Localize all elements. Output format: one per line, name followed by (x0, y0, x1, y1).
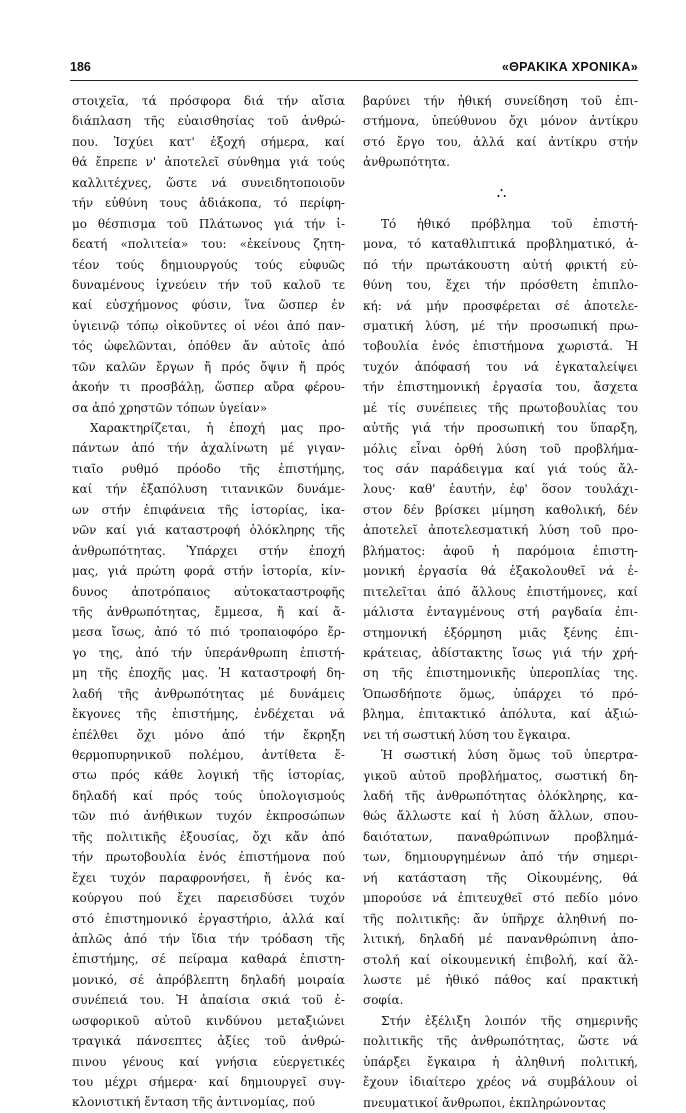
right-column-top-text (363, 91, 638, 173)
text-line: μο θέσπισμα τοῦ Πλάτωνος γιά τήν ἰ- (72, 216, 345, 231)
text-line: πάντων ἀπό τήν ἀχαλίνωτη μέ γιγαν- (72, 441, 345, 456)
text-line: καλλιτέχνες, ὥστε νά συνειδητοποιοῦν (72, 175, 345, 190)
text-line: στό ἔργο του, ἀλλά καί ἀντίκρυ στήν (363, 134, 638, 149)
text-line: τῆς πολιτικῆς ἐξουσίας, ὄχι κἄν ἀπό (72, 829, 345, 844)
text-line: τῶν καλῶν ἔργων ἤ πρός ὄψιν ἤ πρός (72, 359, 345, 374)
text-line: θά ἔπρεπε ν' ἀποτελεῖ σύνθημα γιά τούς (72, 155, 345, 170)
page-number: 186 (70, 60, 91, 74)
text-line: Τό ἠθικό πρόβλημα τοῦ ἐπιστή- (381, 216, 638, 231)
text-line: ἁπλῶς ἀπό τήν ἴδια τήν τρόδαση τῆς (72, 931, 345, 946)
text-line: τος σάν παράδειγμα καί γιά τούς ἄλ- (363, 462, 638, 476)
text-line: σματική λύση, μέ τήν προσωπική πρω- (363, 318, 638, 333)
text-line: αὐτῆς γιά τήν προσωπική του ὕπαρξη, (363, 421, 638, 436)
right-column (363, 91, 638, 1113)
text-line: στολή καί οἰκουμενική ἐπιβολή, καί ἄλ- (363, 952, 638, 967)
text-line: μονα, τό καταθλιπτικά προβληματικό, ἀ- (363, 237, 638, 252)
text-line: νῶν καί γιά καταστροφή ὁλόκληρης τῆς (72, 523, 345, 538)
section-break-asterism: ∴ (496, 183, 505, 202)
text-line: λωστε μέ ἠθικό πάθος καί πρακτική (363, 972, 638, 987)
text-line: λαδή τῆς ἀνθρωπότητας ὁλόκληρης, κα- (363, 789, 638, 803)
text-line: τός ὠφελῶνται, ὁπόθεν ἄν αὐτοῖς ἀπό (72, 339, 345, 354)
running-title: «ΘΡΑΚΙΚΑ ΧΡΟΝΙΚΑ» (501, 60, 638, 74)
text-line: σοφία. (363, 993, 404, 1008)
text-line: γικοῦ αὐτοῦ προβλήματος, σωστική δη- (363, 768, 638, 783)
text-line: λιτική, δηλαδή μέ πανανθρώπινη ἀπο- (363, 932, 638, 947)
text-line: τυχόν ἀπόφασή του νά ἐγκαταλείψει (363, 359, 638, 374)
text-line: ἀνθρωπότητα. (363, 155, 450, 170)
text-line: τιαῖο ρυθμό πρόοδο τῆς ἐπιστήμης, (72, 461, 345, 476)
text-line: ἐπιστήμης, σέ πείραμα καθαρά ἐπιστη- (72, 952, 345, 967)
text-line: νή κατάσταση τῆς Οἰκουμένης, θά (363, 870, 638, 885)
text-line: στήμονα, ὑπεύθυνου ὄχι μόνον ἀντίκρυ (363, 114, 638, 129)
running-header (70, 60, 638, 82)
text-line: δαιότατων, παναθρώπινων προβλημά- (363, 829, 638, 844)
text-line: κράτειας, ἀδίστακτης ἴσως γιά τήν χρή- (363, 645, 638, 660)
text-line: κλονιστική ἔνταση τῆς ἀντινομίας, πού (72, 1095, 316, 1110)
left-column (72, 91, 345, 1113)
text-line: θερμοπυρηνικοῦ πολέμου, ἀντίθετα ἔ- (72, 748, 345, 762)
text-line: συνέπειά του. Ἡ ἀπαίσια σκιά τοῦ ἐ- (72, 993, 345, 1008)
text-line: πινου γένους καί γνήσια εὐεργετικές (72, 1054, 345, 1069)
text-line: ων στήν ἐπιφάνεια τῆς ἱστορίας, ἱκα- (72, 502, 345, 517)
text-line: τῆς πολιτικῆς: ἄν ὑπῆρχε ἀληθινή πο- (363, 911, 638, 926)
text-line: δηλαδή καί πρός τούς ὑπολογισμούς (72, 788, 345, 803)
text-line: μονικό, σέ ἀπρόβλεπτη δηλαδή μοιραία (72, 972, 345, 987)
text-line: ἔχουν ἰδιαίτερο χρέος νά συμβάλουν οἱ (363, 1075, 638, 1090)
text-line: πνευματικοί ἄνθρωποι, ἐκπληρώνοντας (363, 1095, 606, 1110)
text-line: δεατή «πολιτεία» του: «ἐκείνους ζητη- (72, 237, 345, 252)
text-line: Στήν ἐξέλιξη λοιπόν τῆς σημερινῆς (381, 1013, 638, 1028)
text-line: τῶν πιό ἀνήθικων τυχόν ἐκπροσώπων (72, 809, 345, 824)
right-column-bottom-text (363, 214, 638, 1113)
text-line: λους· καθ' ἑαυτήν, ἐφ' ὅσον τουλάχι- (363, 482, 638, 497)
text-line: τέον τούς δημιουργούς τούς εὐφυῶς (72, 257, 345, 272)
text-line: τραγικά πάνσεπτες ἀξίες τοῦ ἀνθρώ- (72, 1034, 345, 1049)
text-line: τῆς ἀνθρωπότητας, ἔμμεσα, ἤ καί ἄ- (72, 604, 345, 619)
header-rule (70, 80, 638, 81)
text-line: των, δημιουργημένων ἀπό τήν σημερι- (363, 850, 638, 865)
text-line: στό ἐπιστημονικό ἐργαστήριο, ἀλλά καί (72, 911, 345, 926)
text-line: βλήματος: ἀφοῦ ἡ παρόμοια ἐπιστη- (363, 543, 638, 558)
text-line: ἀκοήν τι προσβάλῃ, ὥσπερ αὔρα φέρου- (72, 380, 345, 395)
text-line: μπορούσε νά ἐπιτευχθεῖ στό πεδίο μόνο (363, 891, 638, 906)
text-line: που. Ἰσχύει κατ' ἐξοχή σήμερα, καί (72, 134, 345, 149)
text-line: μόλις εἶναι ὀρθή λύση τοῦ προβλήμα- (363, 441, 638, 456)
text-line: δυναμένους ἰχνεύειν τήν τοῦ καλοῦ τε (72, 277, 345, 292)
text-line: μέ τίς συνέπειες τῆς πρωτοβουλίας του (363, 400, 638, 415)
text-line: ωσφορικοῦ αὐτοῦ κινδύνου μεταξιώνει (72, 1013, 345, 1028)
text-line: ὑγιεινῷ τόπῳ οἰκοῦντες οἱ νέοι ἀπό παν- (72, 318, 345, 333)
text-line: καί τήν ἐξαπόλυση τιτανικῶν δυνάμε- (72, 482, 345, 497)
text-line: Ὁπωσδήποτε ὅμως, ὑπάρχει τό πρό- (363, 686, 638, 701)
text-line: βαρύνει τήν ἠθική συνείδηση τοῦ ἐπι- (363, 94, 638, 108)
text-line: ση τῆς ἐπιστημονικῆς ὑπεροπλίας της. (363, 666, 638, 681)
text-line: καί εὐσχήμονος φύσιν, ἵνα ὥσπερ ἐν (72, 298, 345, 313)
text-line: πιτελεῖται ἀπό ἄλλους ἐπιστήμονες, καί (363, 584, 638, 599)
text-line: Χαρακτηρίζεται, ἡ ἐποχή μας προ- (90, 421, 345, 435)
text-line: σα ἀπό χρηστῶν τόπων ὑγείαν» (72, 400, 268, 415)
text-line: ἀποτελεῖ ἀποτελεσματική λύση τοῦ προ- (363, 523, 638, 538)
text-line: κή: νά μήν προσφέρεται σέ ἀποτελε- (363, 298, 638, 313)
text-line: μας, γιά πρώτη φορά στήν ἱστορία, κίν- (72, 564, 345, 579)
text-line: τήν ἐπιστημονική ἐργασία του, ἄσχετα (363, 380, 638, 395)
text-line: θύνη του, ἔχει τήν πρόσθετη ἐπιπλο- (363, 278, 638, 293)
text-line: βλημα, ἐπιτακτικό ἀπόλυτα, καί ἀξιώ- (363, 707, 638, 722)
text-line: τήν εὐθύνη τους ἀδιάκοπα, τό περίφη- (72, 196, 345, 211)
text-line: στημονική ἐξόρμηση μιᾶς ξένης ἐπι- (363, 625, 638, 640)
text-line: ἔκγονες τῆς ἐπιστήμης, ἐνδέχεται νά (72, 707, 345, 722)
text-line: μάλιστα ἐνταγμένους στή ραγδαία ἐπι- (363, 605, 638, 620)
text-line: γο της, ἀπό τήν ὑπεράνθρωπη ἐπιστή- (72, 645, 345, 660)
text-line: μη τῆς ἐποχῆς μας. Ἡ καταστροφή δη- (72, 666, 345, 681)
text-line: μονική ἐργασία θά ἐξακολουθεῖ νά ἐ- (363, 564, 638, 579)
text-line: του μέχρι σήμερα· καί δημιουργεῖ συγ- (72, 1075, 345, 1089)
text-line: μεσα ἴσως, ἀπό τό πιό τροπαιοφόρο ἔρ- (72, 625, 345, 640)
text-line: ἔχει τυχόν παραφρονήσει, ἤ ἑνός κα- (72, 870, 345, 885)
text-line: λαδή τῆς ἀνθρωπότητας μέ δυνάμεις (72, 686, 345, 701)
text-line: θώς ἄλλωστε καί ἡ λύση ἄλλων, σπου- (363, 809, 638, 824)
text-line: τήν πρωτοβουλία ἑνός ἐπιστήμονα πού (72, 850, 345, 865)
text-line: τοβουλία ἑνός ἐπιστήμονα χωριστά. Ἡ (363, 339, 638, 354)
text-line: νει τή σωστική λύση του ἔγκαιρα. (363, 727, 571, 742)
text-line: ἀνθρωπότητας. Ὑπάρχει στήν ἐποχή (72, 543, 345, 558)
text-line: στοιχεῖα, τά πρόσφορα διά τήν αἴσια (72, 94, 345, 108)
text-line: κούργου πού ἔχει παρεισδύσει τυχόν (72, 891, 345, 906)
text-line: πό τήν πρωτάκουστη αὐτή φρικτή εὐ- (363, 257, 638, 272)
text-line: ἐπέλθει ὄχι μόνο ἀπό τήν ἔκρηξη (72, 727, 345, 742)
text-line: πολιτικῆς τῆς ἀνθρωπότητας, ὥστε νά (363, 1034, 638, 1049)
text-line: Ἡ σωστική λύση ὅμως τοῦ ὑπερτρα- (381, 748, 638, 763)
text-line: ὑπάρξει ἔγκαιρα ἡ ἀληθινή πολιτική, (363, 1054, 638, 1069)
text-line: στω πρός κάθε λογική τῆς ἱστορίας, (72, 768, 345, 783)
text-line: δυνος ἀποτρόπαιος αὐτοκαταστροφῆς (72, 584, 345, 599)
text-line: στον δέν βρίσκει μίμηση καθολική, δέν (363, 502, 638, 517)
text-line: διάπλαση τῆς εὐαισθησίας τοῦ ἀνθρώ- (72, 114, 345, 129)
